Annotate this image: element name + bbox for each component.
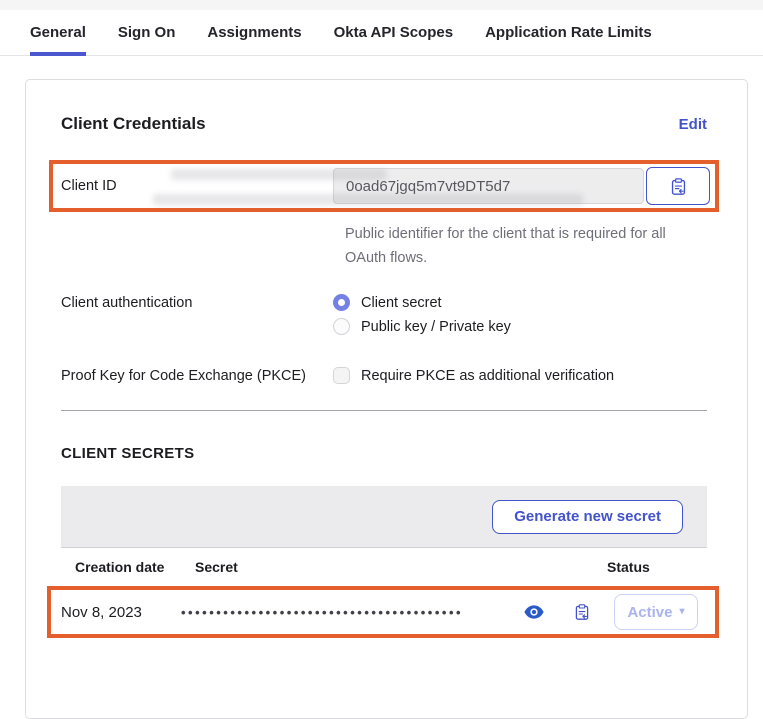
section-divider: [61, 410, 707, 411]
copy-client-id-button[interactable]: [646, 167, 710, 205]
pkce-checkbox-option[interactable]: [333, 367, 614, 384]
client-authentication-row: [61, 294, 707, 335]
radio-client-secret-label: Client secret: [361, 294, 442, 311]
reveal-secret-button[interactable]: [524, 605, 544, 619]
client-id-highlight-box: [49, 160, 719, 212]
clipboard-copy-icon: [670, 177, 687, 196]
radio-selected-icon[interactable]: [333, 294, 350, 311]
app-tabbar: [0, 10, 763, 56]
tab-okta-api-scopes[interactable]: Okta API Scopes: [333, 24, 454, 41]
copy-secret-button[interactable]: [574, 603, 590, 621]
secret-creation-date: Nov 8, 2023: [61, 603, 142, 621]
checkbox-unchecked-icon[interactable]: [333, 367, 350, 384]
eye-icon: [524, 605, 544, 619]
tab-assignments[interactable]: Assignments: [207, 24, 302, 41]
client-secrets-title: CLIENT SECRETS: [61, 445, 195, 462]
secrets-table-header: [61, 548, 707, 586]
radio-public-private-key-label: Public key / Private key: [361, 318, 511, 335]
column-creation-date: Creation date: [75, 559, 165, 575]
column-secret: Secret: [195, 559, 238, 575]
status-dropdown[interactable]: [614, 594, 698, 630]
redaction-blur: [171, 169, 386, 180]
radio-client-secret[interactable]: [333, 294, 511, 311]
pkce-label: Proof Key for Code Exchange (PKCE): [61, 368, 307, 384]
client-secrets-toolbar: [61, 486, 707, 548]
client-id-label: Client ID: [61, 178, 117, 194]
chevron-down-icon: ▾: [679, 606, 685, 617]
client-authentication-options: [333, 294, 511, 335]
column-status: Status: [607, 559, 650, 575]
top-strip: [0, 0, 763, 10]
pkce-row: [61, 367, 707, 384]
client-id-help-text: Public identifier for the client that is required for all OAuth flows.: [345, 226, 666, 266]
generate-new-secret-button[interactable]: Generate new secret: [492, 500, 683, 534]
general-settings-card: [25, 79, 748, 719]
secret-row-highlight-box: [47, 586, 719, 638]
pkce-checkbox-label: Require PKCE as additional verification: [361, 367, 615, 384]
masked-secret-value: ••••••••••••••••••••••••••••••••••••••••: [181, 605, 464, 619]
redaction-blur: [153, 194, 583, 205]
radio-public-private-key[interactable]: [333, 318, 511, 335]
tab-application-rate-limits[interactable]: Application Rate Limits: [485, 24, 652, 41]
tab-general[interactable]: General: [30, 10, 86, 56]
tab-sign-on[interactable]: Sign On: [117, 24, 176, 41]
client-credentials-title: Client Credentials: [61, 114, 206, 133]
client-credentials-header: [61, 114, 707, 134]
clipboard-copy-icon: [574, 603, 590, 621]
status-dropdown-label: Active: [627, 603, 673, 621]
radio-unselected-icon[interactable]: [333, 318, 350, 335]
edit-link[interactable]: Edit: [678, 115, 707, 133]
client-authentication-label: Client authentication: [61, 295, 193, 311]
